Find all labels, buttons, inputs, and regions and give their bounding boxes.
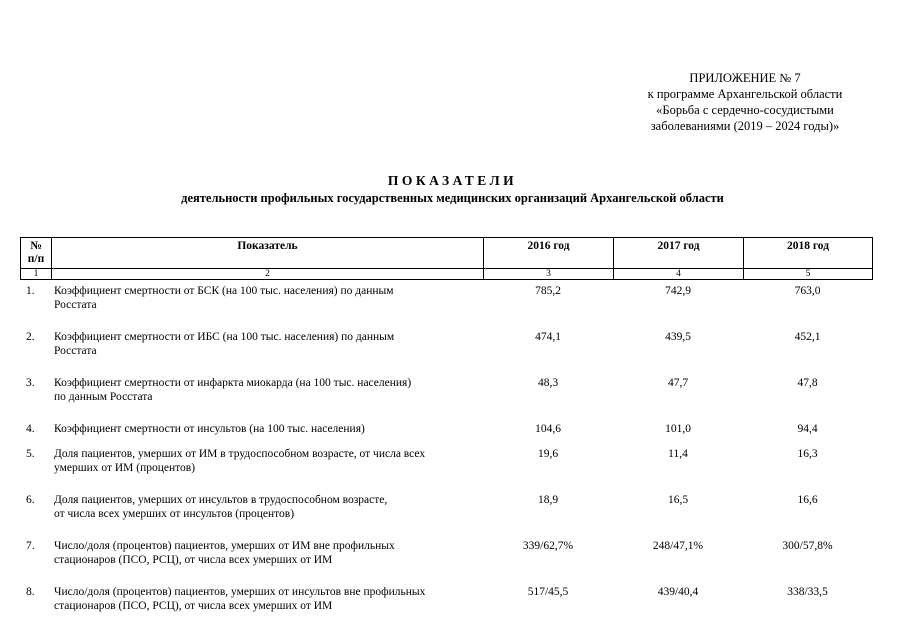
header-2017: 2017 год: [614, 238, 744, 269]
value-2018: 16,6: [797, 494, 818, 506]
value-2017: 47,7: [667, 377, 689, 389]
value-2017: 16,5: [667, 494, 689, 506]
value-2018: 452,1: [794, 331, 821, 343]
value-2018: 763,0: [794, 285, 821, 297]
column-number: 3: [484, 269, 614, 280]
value-2018: 16,3: [797, 448, 818, 460]
value-2016: 104,6: [535, 423, 561, 435]
value-2018: 300/57,8%: [782, 540, 833, 552]
column-number: 5: [744, 269, 873, 280]
row-number: 3.: [26, 377, 35, 389]
row-indicator: Доля пациентов, умерших от ИМ в трудоспособном возрасте, от числа всех умерших от ИМ (процентов): [54, 448, 426, 474]
table-row: [20, 421, 872, 446]
header-number: [21, 238, 52, 269]
value-2016: 18,9: [537, 494, 559, 506]
value-2018: 94,4: [797, 423, 818, 435]
value-2016: 785,2: [535, 285, 561, 297]
row-indicator: Доля пациентов, умерших от инсультов в трудоспособном возрасте, от числа всех умерших от инсультов (процентов): [54, 494, 388, 520]
table-row: [20, 329, 872, 375]
row-indicator: Коэффициент смертности от инфаркта миокарда (на 100 тыс. населения) по данным Росстата: [54, 377, 412, 403]
value-2017: 439/40,4: [657, 586, 699, 598]
header-indicator: Показатель: [52, 238, 484, 269]
row-indicator: Коэффициент смертности от ИБС (на 100 тыс. населения) по данным Росстата: [54, 331, 395, 357]
value-2017: 11,4: [668, 448, 688, 460]
document-title: ПОКАЗАТЕЛИ: [387, 173, 518, 188]
table-row: [20, 538, 872, 584]
value-2017: 742,9: [665, 285, 691, 297]
table-row: [20, 584, 872, 613]
table-row: [20, 446, 872, 492]
table-row: [20, 283, 872, 329]
column-number: 1: [21, 269, 52, 280]
value-2016: 517/45,5: [527, 586, 569, 598]
header-number-sign: №: [30, 240, 42, 252]
header-row: [21, 238, 873, 269]
column-number: 4: [614, 269, 744, 280]
appendix-block: [560, 70, 905, 134]
row-indicator: Число/доля (процентов) пациентов, умерших от инсультов вне профильных стационаров (ПСО, РСЦ), от числа всех умерших от ИМ: [54, 586, 426, 612]
row-number: 1.: [26, 285, 35, 297]
table-row: [20, 492, 872, 538]
appendix-program-name: «Борьба с сердечно-сосудистыми: [656, 103, 834, 117]
appendix-program-years: заболеваниями (2019 – 2024 годы)»: [650, 119, 840, 133]
indicators-table: [20, 283, 872, 613]
row-indicator: Число/доля (процентов) пациентов, умерших от ИМ вне профильных стационаров (ПСО, РСЦ), от числа всех умерших от ИМ: [54, 540, 395, 566]
row-number: 7.: [26, 540, 35, 552]
row-number: 5.: [26, 448, 35, 460]
value-2018: 47,8: [797, 377, 818, 389]
row-indicator: Коэффициент смертности от инсультов (на 100 тыс. населения): [54, 423, 365, 435]
value-2016: 474,1: [535, 331, 561, 343]
document-subtitle: деятельности профильных государственных медицинских организаций Архангельской области: [181, 191, 724, 205]
row-number: 6.: [26, 494, 35, 506]
column-number: 2: [52, 269, 484, 280]
header-number-abbr: п/п: [27, 253, 45, 265]
value-2018: 338/33,5: [787, 586, 828, 598]
value-2017: 248/47,1%: [652, 540, 704, 552]
row-number: 4.: [26, 423, 35, 435]
table-header: [20, 237, 873, 280]
row-number: 2.: [26, 331, 35, 343]
row-indicator: Коэффициент смертности от БСК (на 100 тыс. населения) по данным Росстата: [54, 285, 394, 311]
appendix-program-line: к программе Архангельской области: [647, 87, 843, 101]
row-number: 8.: [26, 586, 35, 598]
value-2016: 48,3: [537, 377, 559, 389]
column-number-row: [21, 269, 873, 280]
value-2017: 439,5: [665, 331, 691, 343]
header-2018: 2018 год: [744, 238, 873, 269]
table-row: [20, 375, 872, 421]
header-2016: 2016 год: [484, 238, 614, 269]
appendix-title: ПРИЛОЖЕНИЕ № 7: [689, 71, 801, 85]
value-2016: 339/62,7%: [522, 540, 574, 552]
value-2016: 19,6: [537, 448, 559, 460]
value-2017: 101,0: [665, 423, 691, 435]
